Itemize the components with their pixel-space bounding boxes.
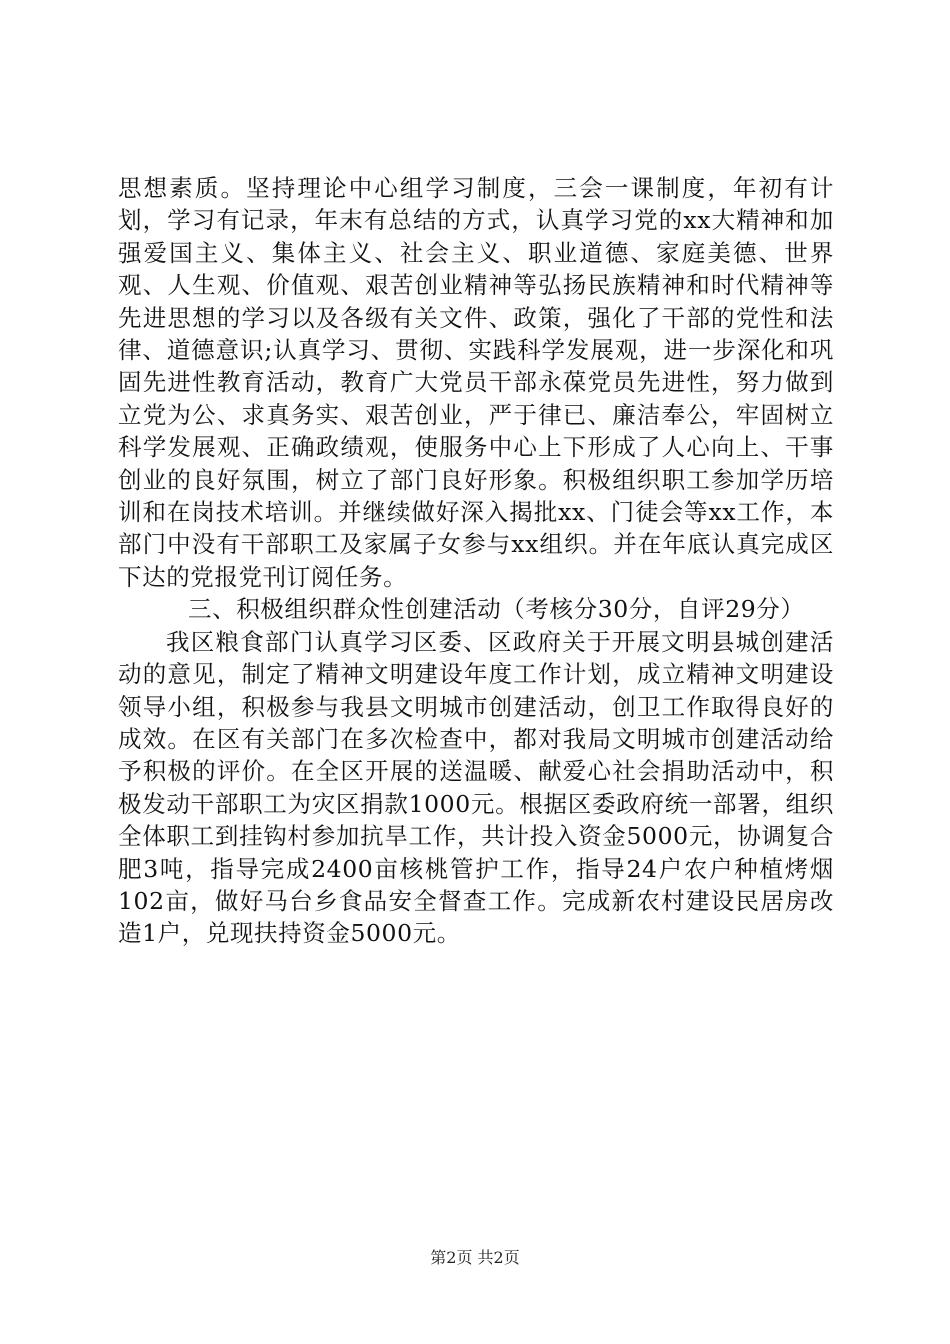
document-body [118,172,834,950]
body-paragraph-continuation: 思想素质。坚持理论中心组学习制度，三会一课制度，年初有计划，学习有记录，年末有总结的方式，认真学习党的xx大精神和加强爱国主义、集体主义、社会主义、职业道德、家庭美德、世界观、人生观、价值观、艰苦创业精神等弘扬民族精神和时代精神等先进思想的学习以及各级有关文件、政策，强化了干部的党性和法律、道德意识;认真学习、贯彻、实践科学发展观，进一步深化和巩固先进性教育活动，教育广大党员干部永葆党员先进性，努力做到立党为公、求真务实、艰苦创业，严于律已、廉洁奉公，牢固树立科学发展观、正确政绩观，使服务中心上下形成了人心向上、干事创业的良好氛围，树立了部门良好形象。积极组织职工参加学历培训和在岗技术培训。并继续做好深入揭批xx、门徒会等xx工作，本部门中没有干部职工及家属子女参与xx组织。并在年底认真完成区下达的党报党刊订阅任务。 [118,174,834,591]
body-paragraph-creation-activities: 我区粮食部门认真学习区委、区政府关于开展文明县城创建活动的意见，制定了精神文明建设年度工作计划，成立精神文明建设领导小组，积极参与我县文明城市创建活动，创卫工作取得良好的成效。在区有关部门在多次检查中，都对我局文明城市创建活动给予积极的评价。在全区开展的送温暖、献爱心社会捐助活动中，积极发动干部职工为灾区捐款1000元。根据区委政府统一部署，组织全体职工到挂钩村参加抗旱工作，共计投入资金5000元，协调复合肥3吨，指导完成2400亩核桃管护工作，指导24户农户种植烤烟102亩，做好马台乡食品安全督查工作。完成新农村建设民居房改造1户，兑现扶持资金5000元。 [118,627,834,948]
page-footer: 第2页 共2页 [430,1248,520,1267]
section-heading-three: 三、积极组织群众性创建活动（考核分30分，自评29分） [188,595,805,624]
